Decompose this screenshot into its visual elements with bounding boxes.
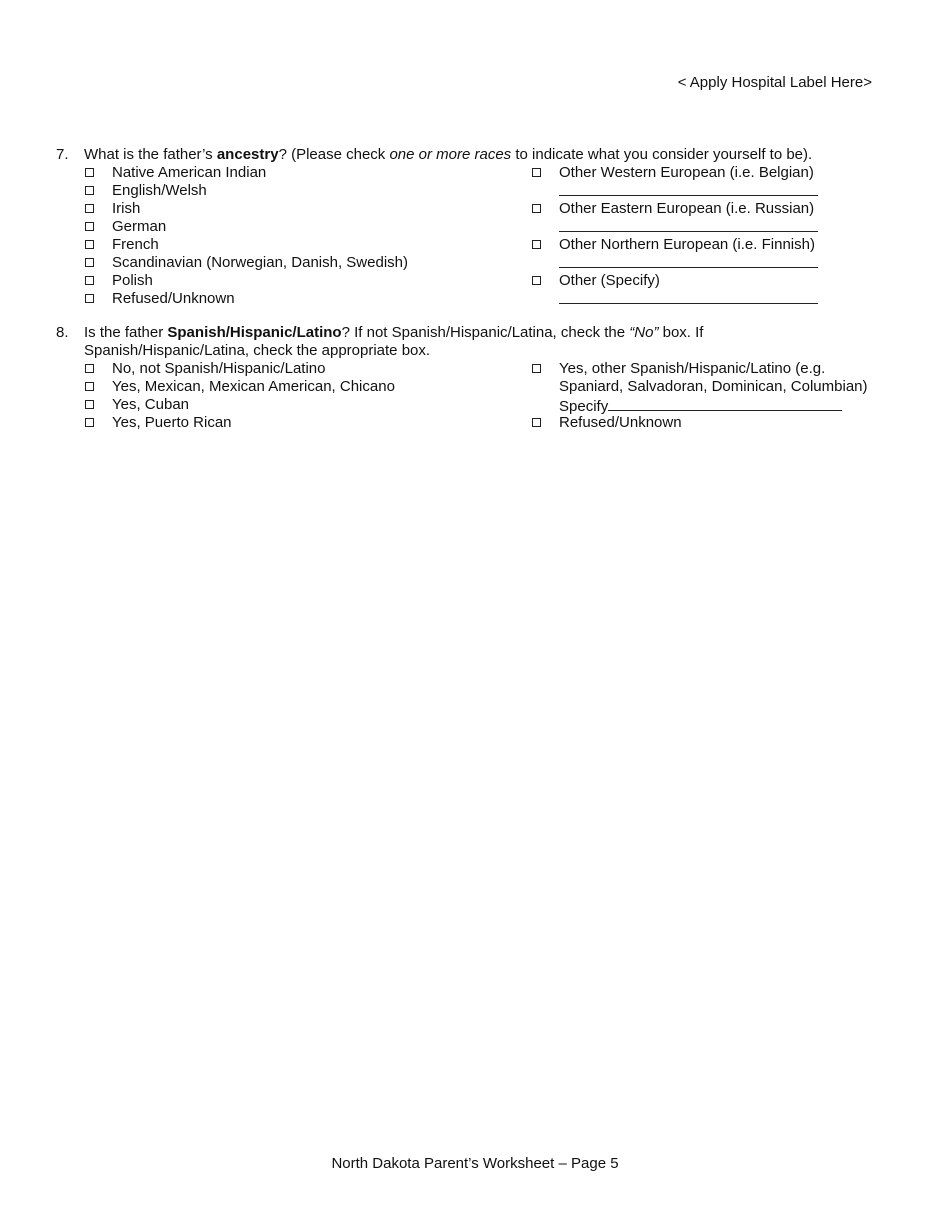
checkbox[interactable] <box>85 258 94 267</box>
checkbox[interactable] <box>532 276 541 285</box>
checkbox[interactable] <box>85 168 94 177</box>
question-7-number: 7. <box>56 146 69 163</box>
checkbox[interactable] <box>85 382 94 391</box>
question-8-number: 8. <box>56 324 69 341</box>
question-8-text-line-2: Spanish/Hispanic/Latina, check the appropriate box. <box>84 342 431 359</box>
checkbox[interactable] <box>532 418 541 427</box>
checkbox[interactable] <box>85 294 94 303</box>
other-eastern-european-specify-line[interactable] <box>559 231 818 232</box>
checkbox[interactable] <box>85 186 94 195</box>
checkbox[interactable] <box>532 204 541 213</box>
question-7-text: What is the father’s ancestry? (Please check one or more races to indicate what you consider yourself to be). <box>84 146 813 163</box>
checkbox[interactable] <box>85 400 94 409</box>
hospital-label-placeholder: < Apply Hospital Label Here> <box>677 74 872 91</box>
checkbox[interactable] <box>85 204 94 213</box>
checkbox[interactable] <box>532 168 541 177</box>
checkbox[interactable] <box>532 240 541 249</box>
checkbox[interactable] <box>532 364 541 373</box>
other-specify-line[interactable] <box>559 303 818 304</box>
checkbox[interactable] <box>85 276 94 285</box>
page-footer: North Dakota Parent’s Worksheet – Page 5 <box>331 1155 619 1172</box>
question-8-text: Is the father Spanish/Hispanic/Latino? If not Spanish/Hispanic/Latina, check the “No” box. If <box>84 324 704 341</box>
checkbox[interactable] <box>85 222 94 231</box>
checkbox[interactable] <box>85 418 94 427</box>
checkbox[interactable] <box>85 364 94 373</box>
checkbox[interactable] <box>85 240 94 249</box>
other-western-european-specify-line[interactable] <box>559 195 818 196</box>
hispanic-option-other-line-2: Spaniard, Salvadoran, Dominican, Columbian) <box>559 378 868 395</box>
hispanic-other-specify-line[interactable] <box>608 396 842 411</box>
other-northern-european-specify-line[interactable] <box>559 267 818 268</box>
hispanic-other-specify: Specify <box>559 396 842 416</box>
